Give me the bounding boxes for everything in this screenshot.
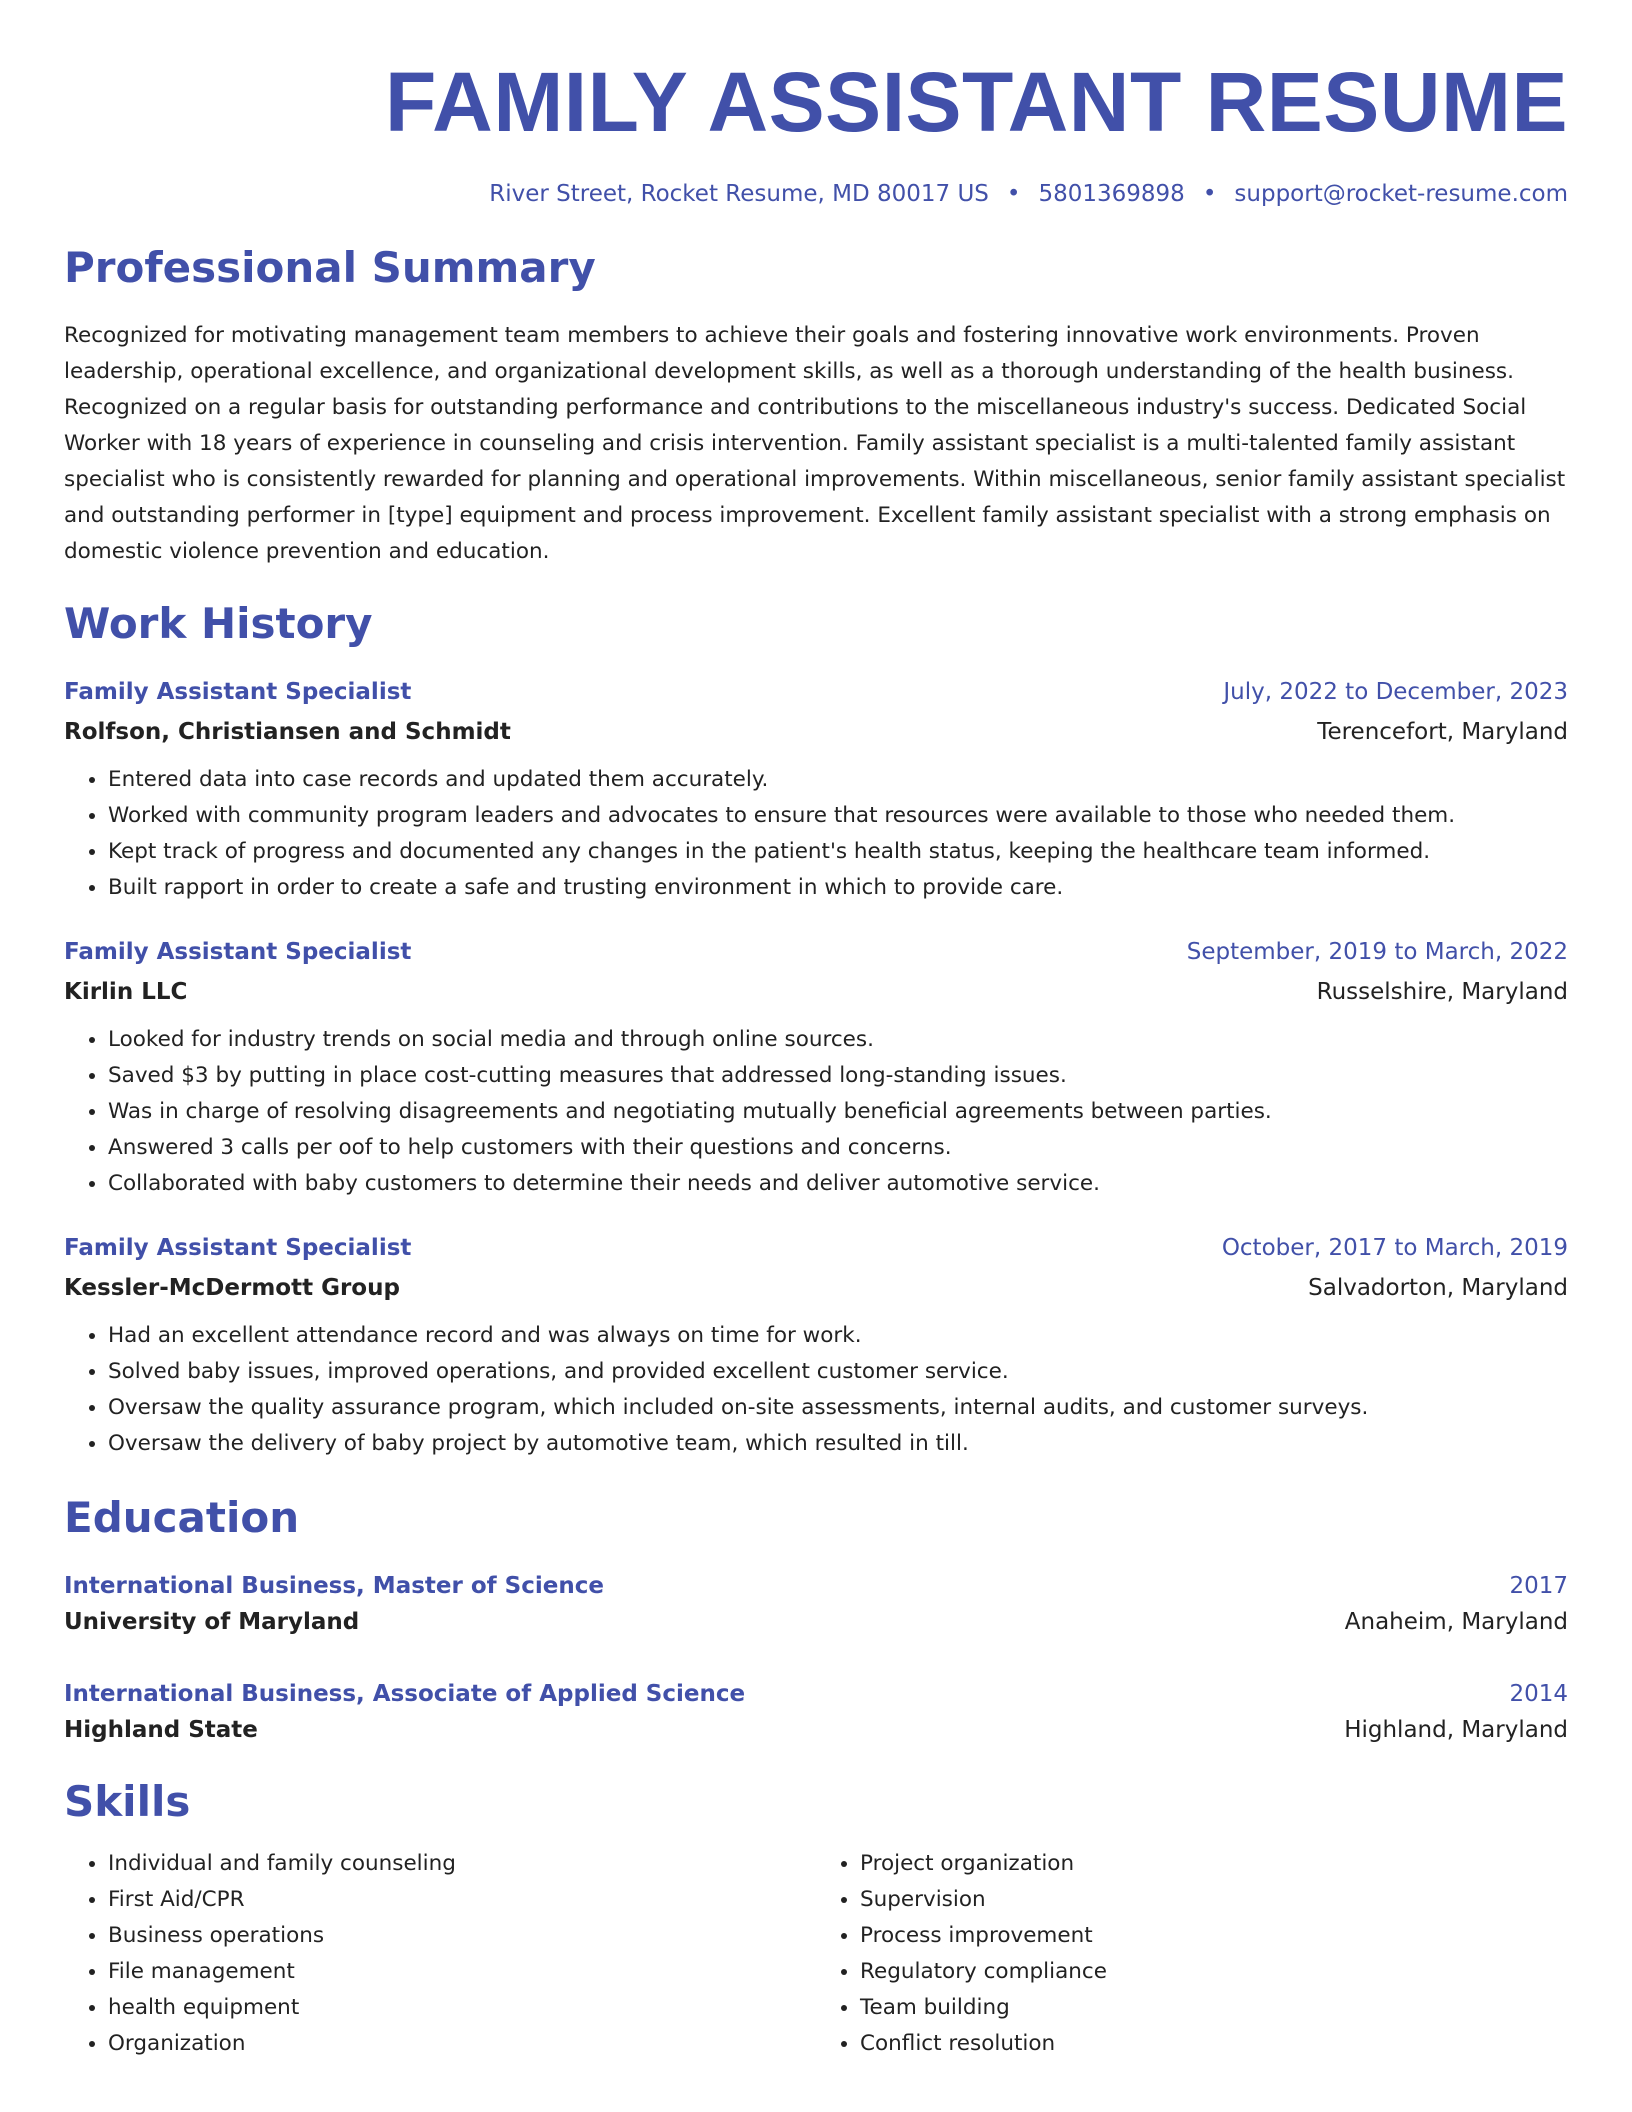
skill-item: • health equipment bbox=[108, 1990, 816, 2026]
education-year: 2017 bbox=[1509, 1573, 1568, 1599]
job-bullets bbox=[64, 762, 1568, 906]
job-dates: July, 2022 to December, 2023 bbox=[1223, 679, 1568, 705]
skill-item: • First Aid/CPR bbox=[108, 1882, 816, 1918]
skills-section bbox=[64, 1774, 1568, 2062]
education-degree: International Business, Associate of Applied Science bbox=[64, 1681, 746, 1707]
job-bullets bbox=[64, 1318, 1568, 1462]
list-item: • Was in charge of resolving disagreements and negotiating mutually beneficial agreements between parties. bbox=[108, 1094, 1568, 1130]
address: River Street, Rocket Resume, MD 80017 US bbox=[489, 181, 989, 207]
list-item: • Looked for industry trends on social media and through online sources. bbox=[108, 1022, 1568, 1058]
job-bullets bbox=[64, 1022, 1568, 1202]
skill-item: • Individual and family counseling bbox=[108, 1846, 816, 1882]
job-entry bbox=[64, 934, 1568, 1202]
skill-item: • Business operations bbox=[108, 1918, 816, 1954]
list-item: • Answered 3 calls per oof to help customers with their questions and concerns. bbox=[108, 1130, 1568, 1166]
job-location: Salvadorton, Maryland bbox=[1308, 1275, 1568, 1301]
skill-item: • Organization bbox=[108, 2026, 816, 2062]
list-item: • Oversaw the delivery of baby project by automotive team, which resulted in till. bbox=[108, 1426, 1568, 1462]
education-section bbox=[64, 1490, 1568, 1748]
section-title-summary: Professional Summary bbox=[64, 243, 596, 292]
list-item: • Kept track of progress and documented any changes in the patient's health status, keeping the healthcare team informed. bbox=[108, 834, 1568, 870]
skill-item: • Process improvement bbox=[860, 1918, 1568, 1954]
job-company: Rolfson, Christiansen and Schmidt bbox=[64, 719, 511, 745]
job-dates: October, 2017 to March, 2019 bbox=[1221, 1235, 1568, 1261]
education-school: University of Maryland bbox=[64, 1609, 360, 1635]
job-entry bbox=[64, 1230, 1568, 1462]
education-location: Highland, Maryland bbox=[1344, 1717, 1568, 1743]
job-location: Russelshire, Maryland bbox=[1316, 979, 1568, 1005]
skill-item: • Project organization bbox=[860, 1846, 1568, 1882]
skills-list-right bbox=[816, 1846, 1568, 2062]
section-title-work: Work History bbox=[64, 599, 373, 648]
list-item: • Built rapport in order to create a safe and trusting environment in which to provide care. bbox=[108, 870, 1568, 906]
separator: • bbox=[1202, 181, 1217, 207]
list-item: • Collaborated with baby customers to determine their needs and deliver automotive service. bbox=[108, 1166, 1568, 1202]
skill-item: • File management bbox=[108, 1954, 816, 1990]
list-item: • Entered data into case records and updated them accurately. bbox=[108, 762, 1568, 798]
section-title-skills: Skills bbox=[64, 1777, 191, 1826]
list-item: • Saved $3 by putting in place cost-cutting measures that addressed long-standing issues. bbox=[108, 1058, 1568, 1094]
job-company: Kessler-McDermott Group bbox=[64, 1275, 400, 1301]
list-item: • Had an excellent attendance record and was always on time for work. bbox=[108, 1318, 1568, 1354]
list-item: • Worked with community program leaders and advocates to ensure that resources were available to those who needed them. bbox=[108, 798, 1568, 834]
job-entry bbox=[64, 674, 1568, 906]
resume-title: FAMILY ASSISTANT RESUME bbox=[385, 55, 1568, 149]
contact-line bbox=[64, 176, 1568, 212]
skill-item: • Regulatory compliance bbox=[860, 1954, 1568, 1990]
job-role: Family Assistant Specialist bbox=[64, 1235, 412, 1261]
summary-text: Recognized for motivating management team members to achieve their goals and fostering innovative work environments. Proven leadership, operational excellence, and organizational development skills, as well as a thorough understanding of the health business. Recognized on a regular basis for outstanding performance and contributions to the miscellaneous industry's success. Dedicated Social Worker with 18 years of experience in counseling and crisis intervention. Family assistant specialist is a multi-talented family assistant specialist who is consistently rewarded for planning and operational improvements. Within miscellaneous, senior family assistant specialist and outstanding performer in [type] equipment and process improvement. Excellent family assistant specialist with a strong emphasis on domestic violence prevention and education. bbox=[64, 323, 1566, 564]
email[interactable]: support@rocket-resume.com bbox=[1234, 181, 1568, 207]
skill-item: • Team building bbox=[860, 1990, 1568, 2026]
summary-section bbox=[64, 240, 1568, 570]
education-location: Anaheim, Maryland bbox=[1344, 1609, 1568, 1635]
job-dates: September, 2019 to March, 2022 bbox=[1186, 939, 1568, 965]
list-item: • Solved baby issues, improved operations, and provided excellent customer service. bbox=[108, 1354, 1568, 1390]
job-company: Kirlin LLC bbox=[64, 979, 188, 1005]
work-section bbox=[64, 596, 1568, 1462]
job-role: Family Assistant Specialist bbox=[64, 939, 412, 965]
education-entry bbox=[64, 1568, 1568, 1640]
separator: • bbox=[1006, 181, 1021, 207]
education-entry bbox=[64, 1676, 1568, 1748]
phone: 5801369898 bbox=[1038, 181, 1185, 207]
skill-item: • Supervision bbox=[860, 1882, 1568, 1918]
skill-item: • Conflict resolution bbox=[860, 2026, 1568, 2062]
education-degree: International Business, Master of Science bbox=[64, 1573, 604, 1599]
skills-columns bbox=[64, 1846, 1568, 2062]
skills-list-left bbox=[64, 1846, 816, 2062]
section-title-education: Education bbox=[64, 1493, 300, 1542]
job-location: Terencefort, Maryland bbox=[1317, 719, 1568, 745]
education-year: 2014 bbox=[1509, 1681, 1568, 1707]
education-school: Highland State bbox=[64, 1717, 258, 1743]
list-item: • Oversaw the quality assurance program, which included on-site assessments, internal audits, and customer surveys. bbox=[108, 1390, 1568, 1426]
job-role: Family Assistant Specialist bbox=[64, 679, 412, 705]
